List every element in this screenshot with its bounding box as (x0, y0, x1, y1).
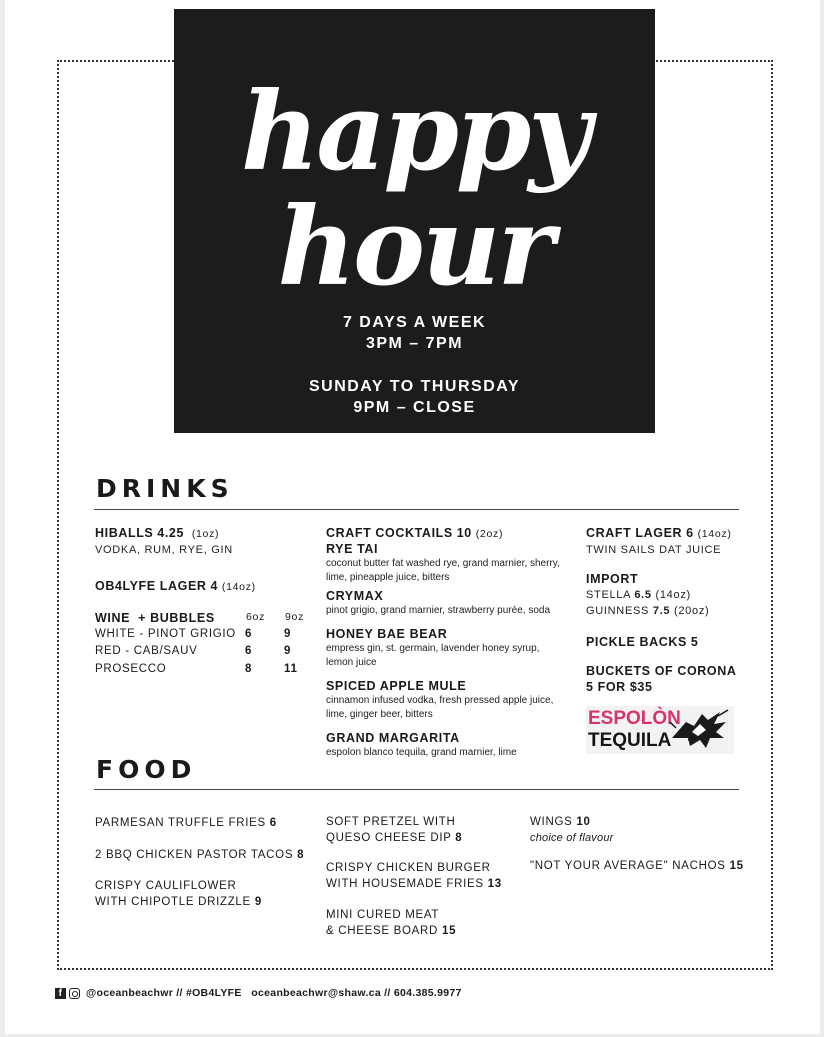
wine-row (95, 628, 305, 640)
cocktail-desc: pinot grigio, grand marnier, strawberry purée, soda (326, 605, 551, 616)
pickle-name: PICKLE BACKS (586, 635, 687, 649)
food-item (530, 814, 614, 846)
lager-unit: (14oz) (221, 581, 256, 593)
banner-line-days: 7 DAYS A WEEK (342, 314, 487, 331)
food-item (530, 858, 744, 874)
buckets-item (586, 663, 736, 695)
banner-line-close: 9PM – CLOSE (353, 399, 476, 416)
food-item-line1: SOFT PRETZEL WITH (326, 816, 456, 828)
food-item (326, 860, 502, 892)
food-item-price: 8 (297, 849, 305, 861)
footer-contact (55, 985, 462, 1001)
banner-line-time: 3PM – 7PM (365, 335, 464, 352)
banner-line-sunday: SUNDAY TO THURSDAY (308, 378, 521, 395)
espolon-tequila-logo (586, 706, 734, 754)
food-item-price: 15 (729, 860, 744, 872)
banner-script-hour: hour (277, 184, 552, 310)
footer-text: @oceanbeachwr // #OB4LYFE oceanbeachwr@shaw.ca // 604.385.9977 (86, 987, 462, 999)
food-item-price: 13 (487, 878, 502, 890)
pickle-price: 5 (690, 635, 699, 649)
rooster-icon (666, 708, 732, 752)
drinks-divider (94, 509, 739, 510)
food-item (95, 847, 304, 863)
food-item-line2: & CHEESE BOARD (326, 925, 439, 937)
pickle-backs-item (586, 634, 698, 651)
buckets-line2: 5 FOR $35 (586, 680, 653, 694)
ob4lyfe-lager-item (95, 578, 256, 595)
banner-hours-weekly (174, 312, 655, 354)
lager-name: OB4LYFE LAGER (95, 579, 207, 593)
logo-word-tequila: TEQUILA (588, 730, 672, 751)
stella-price: 6.5 (634, 589, 652, 601)
banner-script-happy: happy (240, 69, 589, 195)
cocktail-item (326, 730, 576, 760)
wine-row-name: PROSECCO (95, 663, 167, 675)
wine-row-name: WHITE - PINOT GRIGIO (95, 628, 236, 640)
craft-lager-desc: TWIN SAILS DAT JUICE (586, 544, 722, 556)
import-title: IMPORT (586, 572, 639, 586)
food-item (95, 815, 277, 831)
food-item (326, 814, 462, 846)
cocktail-item (326, 588, 581, 618)
wine-row (95, 645, 305, 657)
guinness-name: GUINNESS (586, 605, 650, 617)
food-item-price: 9 (254, 896, 262, 908)
food-item (326, 907, 456, 939)
stella-unit: (14oz) (655, 589, 691, 601)
hiballs-price: 4.25 (157, 526, 185, 540)
guinness-unit: (20oz) (674, 605, 710, 617)
food-divider (94, 789, 739, 790)
banner-hours-late (174, 376, 655, 418)
cocktails-price: 10 (456, 526, 472, 540)
food-item-line1: CRISPY CAULIFLOWER (95, 880, 237, 892)
cocktails-name: CRAFT COCKTAILS (326, 526, 453, 540)
cocktail-item (326, 678, 566, 721)
cocktail-name: GRAND MARGARITA (326, 731, 460, 745)
stella-name: STELLA (586, 589, 631, 601)
food-item-name: PARMESAN TRUFFLE FRIES (95, 817, 266, 829)
cocktail-item (326, 541, 576, 584)
wine-row-name: RED - CAB/SAUV (95, 645, 198, 657)
food-item-name: "NOT YOUR AVERAGE" NACHOS (530, 860, 726, 872)
food-item-price: 6 (269, 817, 277, 829)
drinks-heading: DRINKS (96, 474, 234, 503)
hiballs-unit: (1oz) (191, 528, 220, 540)
wine-title: WINE + BUBBLES (95, 611, 215, 625)
cocktail-name: HONEY BAE BEAR (326, 627, 448, 641)
cocktail-name: SPICED APPLE MULE (326, 679, 467, 693)
wine-row-price-6oz: 6 (245, 645, 253, 657)
food-item-line2: WITH HOUSEMADE FRIES (326, 878, 484, 890)
wine-row-price-6oz: 8 (245, 663, 253, 675)
craft-lager-name: CRAFT LAGER (586, 526, 683, 540)
guinness-price: 7.5 (652, 605, 671, 617)
food-item-note: choice of flavour (530, 832, 614, 844)
cocktail-name: RYE TAI (326, 542, 379, 556)
cocktails-unit: (2oz) (475, 528, 504, 540)
food-item-price: 15 (441, 925, 457, 937)
wine-size-9oz: 9oz (285, 611, 305, 623)
hiballs-name: HIBALLS (95, 526, 154, 540)
facebook-icon: f (55, 988, 66, 999)
craft-lager-price: 6 (686, 526, 694, 540)
food-item-line2: WITH CHIPOTLE DRIZZLE (95, 896, 251, 908)
cocktail-desc: empress gin, st. germain, lavender honey syrup, lemon juice (326, 643, 540, 668)
wine-row-price-9oz: 9 (284, 645, 292, 657)
import-section (586, 571, 709, 619)
wine-row-price-9oz: 11 (284, 663, 298, 675)
food-item-line1: MINI CURED MEAT (326, 909, 440, 921)
craft-lager-unit: (14oz) (697, 528, 732, 540)
food-item-line2: QUESO CHEESE DIP (326, 832, 452, 844)
wine-size-6oz: 6oz (246, 611, 266, 623)
food-item-price: 8 (455, 832, 463, 844)
wine-row-price-9oz: 9 (284, 628, 292, 640)
food-item-line1: CRISPY CHICKEN BURGER (326, 862, 491, 874)
instagram-icon (69, 988, 80, 999)
wine-header (95, 611, 305, 625)
hiballs-desc: VODKA, RUM, RYE, GIN (95, 544, 233, 556)
buckets-line1: BUCKETS OF CORONA (586, 664, 737, 678)
craft-cocktails-section (326, 525, 576, 542)
logo-word-espolon: ESPOLÒN (588, 708, 681, 729)
wine-row-price-6oz: 6 (245, 628, 253, 640)
cocktail-desc: espolon blanco tequila, grand marnier, lime (326, 747, 517, 758)
food-item-name: WINGS (530, 816, 573, 828)
lager-price: 4 (210, 579, 218, 593)
food-item-price: 10 (576, 816, 591, 828)
wine-row (95, 663, 305, 675)
cocktail-desc: coconut butter fat washed rye, grand marnier, sherry, lime, pineapple juice, bitters (326, 558, 560, 583)
food-item-name: 2 BBQ CHICKEN PASTOR TACOS (95, 849, 294, 861)
cocktail-name: CRYMAX (326, 589, 384, 603)
happy-hour-banner (174, 9, 655, 433)
craft-lager-item (586, 525, 732, 558)
food-heading: FOOD (96, 755, 197, 784)
hiballs-item (95, 525, 233, 558)
cocktail-item (326, 626, 566, 669)
cocktail-desc: cinnamon infused vodka, fresh pressed apple juice, lime, ginger beer, bitters (326, 695, 554, 720)
food-item (95, 878, 262, 910)
